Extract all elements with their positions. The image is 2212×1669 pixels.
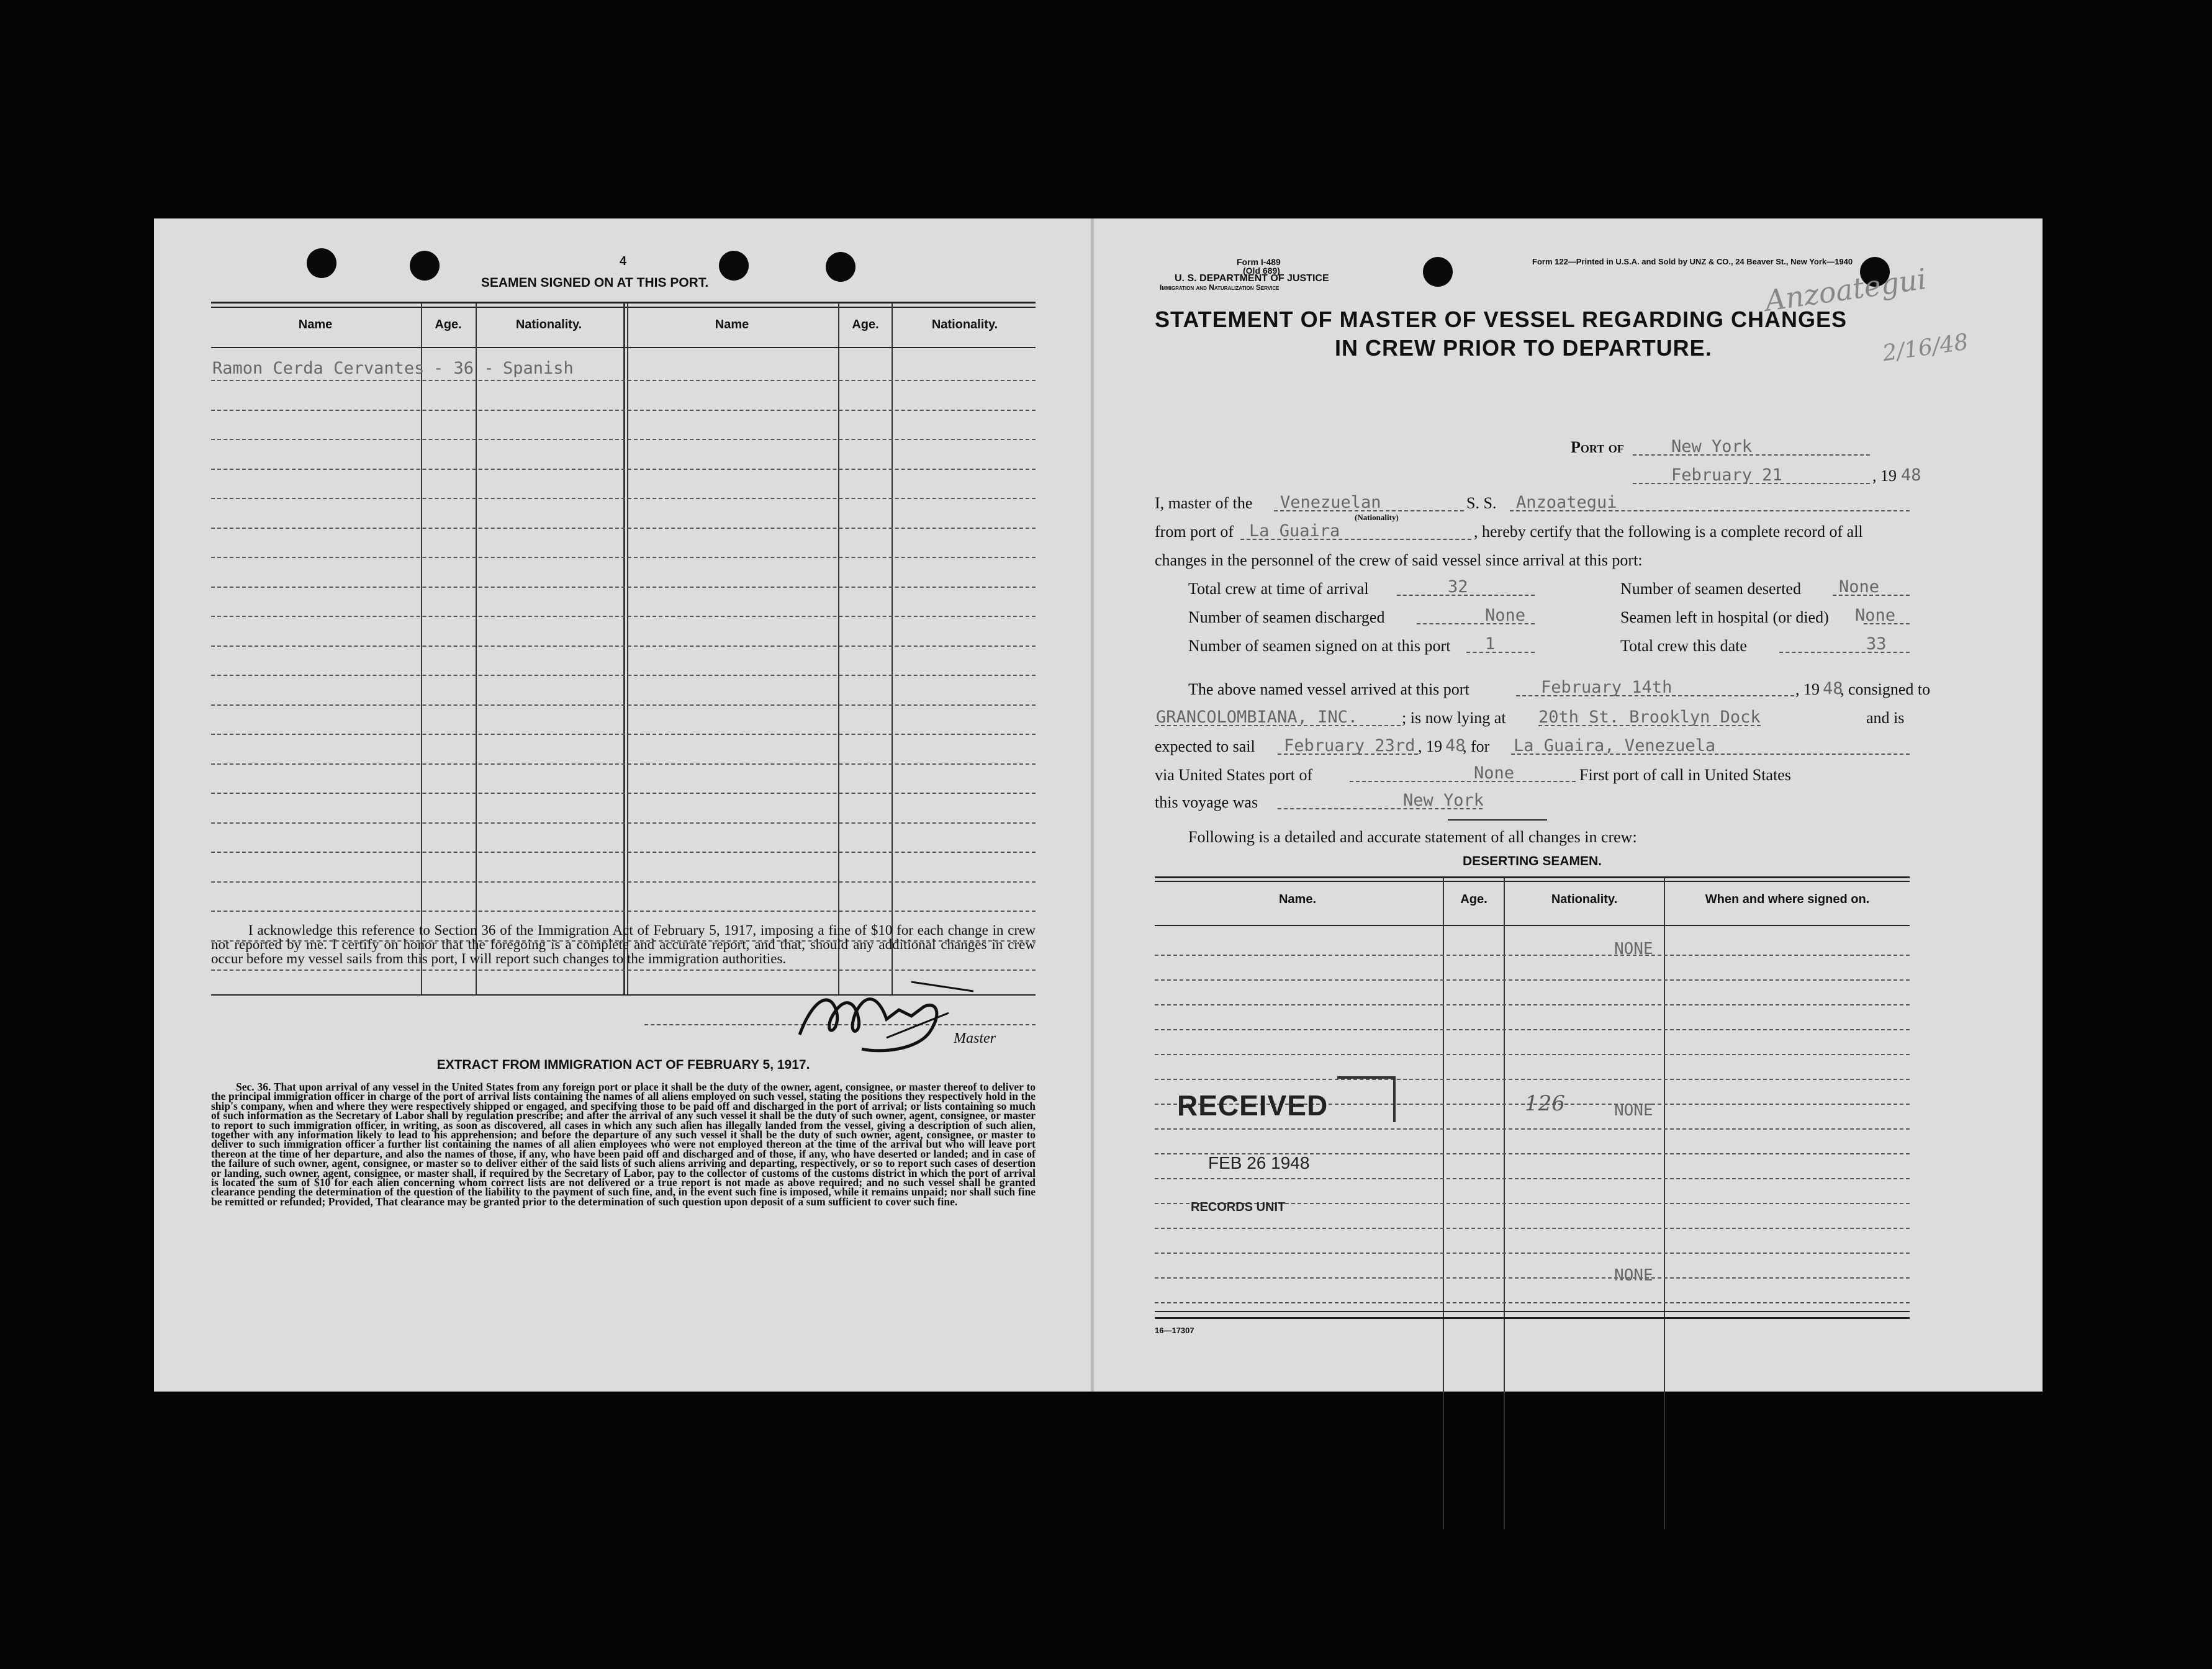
from-port-label: from port of xyxy=(1155,523,1234,541)
none-mark: NONE xyxy=(1614,1266,1653,1285)
deserting-table-top xyxy=(1155,881,1910,882)
form-old-number: (Old 689) xyxy=(1243,266,1280,276)
none-mark: NONE xyxy=(1614,940,1653,958)
table-row-line xyxy=(211,646,1036,647)
lying-label: ; is now lying at xyxy=(1402,709,1506,727)
table-row-line xyxy=(211,763,1036,765)
ss-label: S. S. xyxy=(1466,494,1497,512)
table-row-line xyxy=(1155,1228,1910,1229)
hospital-value: None xyxy=(1855,606,1896,625)
table-row-line xyxy=(211,969,1036,971)
consignee-value: GRANCOLOMBIANA, INC. xyxy=(1156,708,1358,727)
left-page xyxy=(154,218,1093,1392)
changes-text: changes in the personnel of the crew of said vessel since arrival at this port: xyxy=(1155,551,1643,569)
table-row-line xyxy=(211,469,1036,470)
destination-value: La Guaira, Venezuela xyxy=(1514,736,1716,755)
table-row-line xyxy=(1155,1277,1910,1279)
table-row-line xyxy=(211,793,1036,794)
table-row-line xyxy=(1155,1128,1910,1130)
master-label: Master xyxy=(954,1030,996,1046)
deserting-table-top xyxy=(1155,876,1910,878)
table-title: SEAMEN SIGNED ON AT THIS PORT. xyxy=(481,276,709,290)
separator-rule xyxy=(1448,819,1547,821)
for-label: , for xyxy=(1463,737,1490,755)
table-row-line xyxy=(211,852,1036,853)
column-header-name: Name xyxy=(298,318,333,331)
table-row-line xyxy=(1155,1253,1910,1254)
column-divider xyxy=(623,303,625,996)
table-row-line xyxy=(211,380,1036,381)
column-header-name: Name xyxy=(715,318,749,331)
table-row-line xyxy=(211,881,1036,883)
punch-hole xyxy=(1423,257,1453,287)
table-row-line xyxy=(211,675,1036,676)
table-row-line xyxy=(211,911,1036,912)
extract-text: Sec. 36. That upon arrival of any vessel in the United States from any foreign port or place it shall be the duty of the owner, agent, consignee, or master thereof to deliver to the principal immigration officer in charge of the port of arrival lists containing the names of all aliens employed on such vessel, stating the positions they respectively hold in the ship's company, when and where they were respectively shipped or engaged, and specifying those to be paid off and discharged in the port of arrival; or lists containing so much of such information as the Secretary of Labor shall by regulation prescribe; and after the arrival of any such vessel it shall be the duty of such owner, agent, consignee, or master to report to such immigration officer, in writing, as soon as discovered, all cases in which any such alien has illegally landed from the vessel, giving a description of such alien, together with any information likely to lead to his apprehension; and before the departure of any such vessel it shall be the duty of such owner, agent, consignee, or master to deliver to such immigration officer a further list containing the names of all alien employees who were not employed thereon at the time of the arrival but who will leave port thereon at the time of her departure, and also the names of those, if any, who have been paid off and discharged and of those, if any, who have deserted or landed; and in case of the failure of such owner, agent, consignee, or master so to deliver either of the said lists of such aliens arriving and departing, respectively, or so to report such cases of desertion or landing, such owner, agent, consignee, or master shall, if required by the Secretary of Labor, pay to the collector of customs of the customs district in which the port of arrival is located the sum of $10 for each alien concerning whom correct lists are not delivered or a true report is not made as above required; and no such vessel shall be granted clearance pending the determination of the question of the liability to the payment of such fine, and, in the event such fine is imposed, while it remains unpaid; nor shall such fine be remitted or refunded; Provided, That clearance may be granted prior to the determination of such question upon deposit of a sum sufficient to cover such fine. xyxy=(211,1081,1036,1208)
stamp-number: 126 xyxy=(1525,1091,1565,1116)
deserting-title: DESERTING SEAMEN. xyxy=(1462,854,1602,868)
column-header-nationality: Nationality. xyxy=(1551,893,1618,906)
expected-label: expected to sail xyxy=(1155,737,1255,755)
table-row-line xyxy=(211,439,1036,440)
table-row-line xyxy=(211,734,1036,735)
column-header-when-where: When and where signed on. xyxy=(1705,893,1870,906)
year-label: , 19 xyxy=(1418,737,1442,755)
year-value: 48 xyxy=(1445,736,1466,755)
table-row-line xyxy=(211,587,1036,588)
column-divider xyxy=(838,303,839,996)
stamp-frame xyxy=(1337,1076,1396,1122)
acknowledgement-text: I acknowledge this reference to Section 36 of the Immigration Act of February 5, 1917, imposing a fine of $10 for each change in crew not reported by me. I certify on honor that the foregoing is a complete and accurate report, and that, should any additional changes in crew occur before my vessel sails from this port, I will report such changes to the immigration authorities. xyxy=(211,922,1036,966)
year-label: , 19 xyxy=(1872,467,1897,485)
signed-on-line xyxy=(1466,652,1535,653)
column-header-nationality: Nationality. xyxy=(931,318,998,331)
column-header-age: Age. xyxy=(1460,893,1487,906)
year-label: , 19 xyxy=(1795,680,1820,698)
seaman-name: Ramon Cerda Cervantes xyxy=(212,359,425,378)
table-row-line xyxy=(211,498,1036,499)
received-stamp: RECEIVED xyxy=(1177,1089,1329,1122)
column-divider xyxy=(627,303,628,996)
table-row-line xyxy=(1155,979,1910,981)
lying-value: 20th St. Brooklyn Dock xyxy=(1538,708,1761,727)
this-voyage-label: this voyage was xyxy=(1155,793,1258,811)
deserting-table-bottom xyxy=(1155,1311,1910,1312)
master-of-label: I, master of the xyxy=(1155,494,1253,512)
page-number: 4 xyxy=(620,254,627,268)
arrived-value: February 14th xyxy=(1541,678,1673,697)
first-port-label: First port of call in United States xyxy=(1579,766,1791,784)
signed-on-label: Number of seamen signed on at this port xyxy=(1188,637,1451,655)
handwritten-ship-name: Anzoategui xyxy=(1763,262,1929,318)
total-crew-date-line xyxy=(1779,652,1910,653)
certify-text: , hereby certify that the following is a complete record of all xyxy=(1474,523,1863,541)
port-of-label: Port of xyxy=(1571,438,1624,456)
column-header-age: Age. xyxy=(852,318,879,331)
table-row-line xyxy=(1155,1178,1910,1179)
total-crew-date-value: 33 xyxy=(1866,634,1887,654)
table-row-line xyxy=(211,822,1036,824)
deserted-label: Number of seamen deserted xyxy=(1620,580,1801,598)
hospital-label: Seamen left in hospital (or died) xyxy=(1620,608,1829,626)
column-header-name: Name. xyxy=(1278,893,1317,906)
total-crew-date-label: Total crew this date xyxy=(1620,637,1747,655)
table-row-line xyxy=(1155,1079,1910,1080)
stamp-date: FEB 26 1948 xyxy=(1208,1153,1310,1172)
deserted-value: None xyxy=(1839,577,1880,596)
table-row-line xyxy=(211,704,1036,706)
printer-line: Form 122—Printed in U.S.A. and Sold by UNZ & CO., 24 Beaver St., New York—1940 xyxy=(1532,257,1853,266)
column-divider xyxy=(892,303,893,996)
table-row-line xyxy=(211,616,1036,617)
following-text: Following is a detailed and accurate statement of all changes in crew: xyxy=(1188,828,1637,846)
expected-value: February 23rd xyxy=(1284,736,1415,755)
table-row-line xyxy=(1155,1302,1910,1303)
table-row-line xyxy=(211,410,1036,411)
table-row-line xyxy=(1155,955,1910,956)
arrived-label: The above named vessel arrived at this port xyxy=(1188,680,1469,698)
table-row-line xyxy=(211,528,1036,529)
form-title-line1: STATEMENT OF MASTER OF VESSEL REGARDING CHANGES xyxy=(1155,307,1848,332)
and-is-label: and is xyxy=(1866,709,1905,727)
total-crew-arrival-value: 32 xyxy=(1448,577,1468,596)
punch-hole xyxy=(826,252,855,282)
discharged-label: Number of seamen discharged xyxy=(1188,608,1385,626)
right-page xyxy=(1094,218,2043,1392)
form-title-line2: IN CREW PRIOR TO DEPARTURE. xyxy=(1335,335,1712,361)
year-value: 48 xyxy=(1901,466,1921,485)
nationality-caption: (Nationality) xyxy=(1355,513,1399,522)
extract-title: EXTRACT FROM IMMIGRATION ACT OF FEBRUARY 5, 1917. xyxy=(436,1058,810,1072)
table-row-line xyxy=(1155,1029,1910,1030)
nationality-value: Venezuelan xyxy=(1280,493,1381,512)
department: U. S. DEPARTMENT OF JUSTICE xyxy=(1175,273,1329,284)
stamp-records-unit: RECORDS UNIT xyxy=(1191,1200,1286,1214)
form-number: Form I-489 xyxy=(1237,257,1281,267)
seaman-age: - 36 - xyxy=(433,359,494,378)
via-line xyxy=(1350,781,1576,782)
column-header-age: Age. xyxy=(435,318,462,331)
table-row-line xyxy=(1155,1054,1910,1055)
from-port-value: La Guaira xyxy=(1249,521,1340,541)
consigned-label: , consigned to xyxy=(1840,680,1931,698)
year-value: 48 xyxy=(1823,679,1843,698)
handwritten-date: 2/16/48 xyxy=(1880,329,1970,367)
this-voyage-value: New York xyxy=(1403,791,1484,810)
column-divider xyxy=(421,303,422,996)
deserting-table-bottom xyxy=(1155,1317,1910,1319)
via-label: via United States port of xyxy=(1155,766,1313,784)
column-divider xyxy=(476,303,477,996)
ship-value: Anzoategui xyxy=(1516,493,1617,512)
punch-hole xyxy=(410,251,440,281)
table-row-line xyxy=(1155,1004,1910,1005)
port-of-value: New York xyxy=(1671,437,1753,456)
service: Immigration and Naturalization Service xyxy=(1160,283,1280,292)
seaman-nationality: Spanish xyxy=(503,359,574,378)
deserting-header-rule xyxy=(1155,925,1910,926)
footer-code: 16—17307 xyxy=(1155,1326,1194,1335)
column-header-nationality: Nationality. xyxy=(515,318,582,331)
discharged-value: None xyxy=(1485,606,1526,625)
punch-hole xyxy=(307,248,336,278)
via-value: None xyxy=(1474,763,1515,783)
none-mark: NONE xyxy=(1614,1101,1653,1120)
table-row-line xyxy=(211,557,1036,558)
signed-on-value: 1 xyxy=(1485,634,1496,654)
date-value: February 21 xyxy=(1671,466,1782,485)
total-crew-arrival-label: Total crew at time of arrival xyxy=(1188,580,1369,598)
